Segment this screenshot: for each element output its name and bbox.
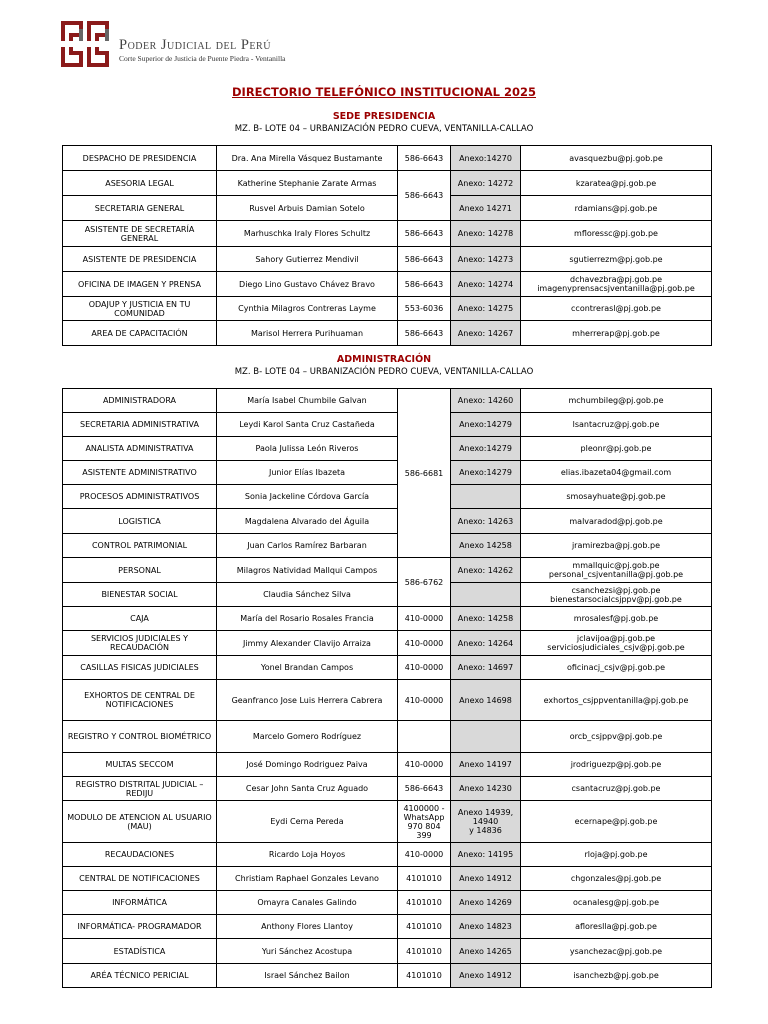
anexo-cell: Anexo: 14195 <box>451 843 521 867</box>
table-row <box>63 171 712 196</box>
phone-cell: 410-0000 <box>398 843 451 867</box>
name-cell: Yonel Brandan Campos <box>217 656 398 680</box>
table-row <box>63 607 712 631</box>
email-cell[interactable]: jramirezba@pj.gob.pe <box>521 534 712 558</box>
table-row <box>63 939 712 964</box>
table-row <box>63 146 712 171</box>
anexo-cell: Anexo: 14274 <box>451 272 521 297</box>
name-cell: Katherine Stephanie Zarate Armas <box>217 171 398 196</box>
area-cell: SERVICIOS JUDICIALES Y RECAUDACIÓN <box>63 631 217 656</box>
area-cell: RECAUDACIONES <box>63 843 217 867</box>
phone-cell <box>398 721 451 753</box>
phone-cell: 553-6036 <box>398 297 451 321</box>
email-cell[interactable]: mrosalesf@pj.gob.pe <box>521 607 712 631</box>
table-row <box>63 867 712 891</box>
name-cell: Eydi Cerna Pereda <box>217 801 398 843</box>
name-cell: Milagros Natividad Mallqui Campos <box>217 558 398 583</box>
anexo-cell: Anexo: 14263 <box>451 509 521 534</box>
section-title-presidencia: SEDE PRESIDENCIA <box>332 111 436 122</box>
name-cell: Leydi Karol Santa Cruz Castañeda <box>217 413 398 437</box>
table-row <box>63 964 712 988</box>
area-cell: PERSONAL <box>63 558 217 583</box>
anexo-cell <box>451 721 521 753</box>
phone-cell: 586-6762 <box>398 558 451 607</box>
brand-block <box>119 37 286 63</box>
table-row <box>63 297 712 321</box>
anexo-cell: Anexo: 14258 <box>451 607 521 631</box>
table-row <box>63 583 712 607</box>
phone-cell: 586-6643 <box>398 272 451 297</box>
email-cell[interactable]: csanchezsi@pj.gob.pe bienestarsocialcsjppv@pj.gob.pe <box>521 583 712 607</box>
anexo-cell: Anexo 14271 <box>451 196 521 221</box>
email-cell[interactable]: dchavezbra@pj.gob.pe imagenyprensacsjventanilla@pj.gob.pe <box>521 272 712 297</box>
table-row <box>63 389 712 413</box>
phone-cell: 4101010 <box>398 915 451 939</box>
name-cell: Yuri Sánchez Acostupa <box>217 939 398 964</box>
area-cell: REGISTRO Y CONTROL BIOMÉTRICO <box>63 721 217 753</box>
name-cell: Claudia Sánchez Silva <box>217 583 398 607</box>
table-row <box>63 437 712 461</box>
name-cell: Diego Lino Gustavo Chávez Bravo <box>217 272 398 297</box>
name-cell: Cynthia Milagros Contreras Layme <box>217 297 398 321</box>
email-cell[interactable]: kzaratea@pj.gob.pe <box>521 171 712 196</box>
area-cell: CONTROL PATRIMONIAL <box>63 534 217 558</box>
phone-cell: 4101010 <box>398 939 451 964</box>
area-cell: PROCESOS ADMINISTRATIVOS <box>63 485 217 509</box>
table-row <box>63 461 712 485</box>
anexo-cell: Anexo: 14275 <box>451 297 521 321</box>
phone-cell: 410-0000 <box>398 631 451 656</box>
email-cell[interactable]: csantacruz@pj.gob.pe <box>521 777 712 801</box>
table-row <box>63 196 712 221</box>
anexo-cell: Anexo 14197 <box>451 753 521 777</box>
phone-cell: 4101010 <box>398 867 451 891</box>
anexo-cell: Anexo 14939, 14940 y 14836 <box>451 801 521 843</box>
name-cell: Sahory Gutierrez Mendivil <box>217 247 398 272</box>
section-title-administracion: ADMINISTRACIÓN <box>336 354 432 365</box>
table-row <box>63 721 712 753</box>
table-row <box>63 891 712 915</box>
area-cell: AREA DE CAPACITACIÓN <box>63 321 217 346</box>
email-cell[interactable]: elias.ibazeta04@gmail.com <box>521 461 712 485</box>
name-cell: Juan Carlos Ramírez Barbaran <box>217 534 398 558</box>
area-cell: ASISTENTE DE PRESIDENCIA <box>63 247 217 272</box>
name-cell: Christiam Raphael Gonzales Levano <box>217 867 398 891</box>
area-cell: MODULO DE ATENCION AL USUARIO (MAU) <box>63 801 217 843</box>
table-row <box>63 221 712 247</box>
email-cell[interactable]: avasquezbu@pj.gob.pe <box>521 146 712 171</box>
area-cell: EXHORTOS DE CENTRAL DE NOTIFICACIONES <box>63 680 217 721</box>
anexo-cell: Anexo:14279 <box>451 437 521 461</box>
phone-cell: 586-6643 <box>398 146 451 171</box>
area-cell: ESTADÍSTICA <box>63 939 217 964</box>
email-cell[interactable]: ocanalesg@pj.gob.pe <box>521 891 712 915</box>
area-cell: DESPACHO DE PRESIDENCIA <box>63 146 217 171</box>
anexo-cell: Anexo 14912 <box>451 867 521 891</box>
table-row <box>63 272 712 297</box>
table-row <box>63 915 712 939</box>
area-cell: LOGISTICA <box>63 509 217 534</box>
anexo-cell: Anexo:14270 <box>451 146 521 171</box>
area-cell: SECRETARIA GENERAL <box>63 196 217 221</box>
anexo-cell: Anexo 14258 <box>451 534 521 558</box>
email-cell[interactable]: oficinacj_csjv@pj.gob.pe <box>521 656 712 680</box>
phone-cell: 586-6643 <box>398 777 451 801</box>
table-row <box>63 534 712 558</box>
name-cell: Junior Elías Ibazeta <box>217 461 398 485</box>
anexo-cell: Anexo 14823 <box>451 915 521 939</box>
email-cell[interactable]: ecernape@pj.gob.pe <box>521 801 712 843</box>
email-cell[interactable]: malvaradod@pj.gob.pe <box>521 509 712 534</box>
area-cell: INFORMÁTICA- PROGRAMADOR <box>63 915 217 939</box>
phone-cell: 4101010 <box>398 891 451 915</box>
name-cell: Anthony Flores Llantoy <box>217 915 398 939</box>
phone-cell: 4101010 <box>398 964 451 988</box>
table-row <box>63 485 712 509</box>
phone-cell: 410-0000 <box>398 656 451 680</box>
area-cell: MULTAS SECCOM <box>63 753 217 777</box>
name-cell: Paola Julissa León Riveros <box>217 437 398 461</box>
name-cell: Rusvel Arbuis Damian Sotelo <box>217 196 398 221</box>
table-row <box>63 413 712 437</box>
anexo-cell: Anexo:14279 <box>451 413 521 437</box>
anexo-cell: Anexo: 14264 <box>451 631 521 656</box>
email-cell[interactable]: isanchezb@pj.gob.pe <box>521 964 712 988</box>
email-cell[interactable]: lsantacruz@pj.gob.pe <box>521 413 712 437</box>
email-cell[interactable]: afloreslla@pj.gob.pe <box>521 915 712 939</box>
email-cell[interactable]: ysanchezac@pj.gob.pe <box>521 939 712 964</box>
name-cell: Ricardo Loja Hoyos <box>217 843 398 867</box>
phone-cell: 410-0000 <box>398 607 451 631</box>
area-cell: OFICINA DE IMAGEN Y PRENSA <box>63 272 217 297</box>
anexo-cell: Anexo 14265 <box>451 939 521 964</box>
email-cell[interactable]: orcb_csjppv@pj.gob.pe <box>521 721 712 753</box>
poder-judicial-logo-icon <box>60 19 112 69</box>
area-cell: CENTRAL DE NOTIFICACIONES <box>63 867 217 891</box>
anexo-cell: Anexo 14269 <box>451 891 521 915</box>
name-cell: Dra. Ana Mirella Vásquez Bustamante <box>217 146 398 171</box>
anexo-cell: Anexo 14698 <box>451 680 521 721</box>
email-cell[interactable]: rloja@pj.gob.pe <box>521 843 712 867</box>
name-cell: Geanfranco Jose Luis Herrera Cabrera <box>217 680 398 721</box>
name-cell: Cesar John Santa Cruz Aguado <box>217 777 398 801</box>
name-cell: María Isabel Chumbile Galvan <box>217 389 398 413</box>
section-address-administracion: MZ. B- LOTE 04 – URBANIZACIÓN PEDRO CUEVA, VENTANILLA-CALLAO <box>234 367 534 377</box>
area-cell: SECRETARIA ADMINISTRATIVA <box>63 413 217 437</box>
name-cell: Marisol Herrera Purihuaman <box>217 321 398 346</box>
area-cell: ODAJUP Y JUSTICIA EN TU COMUNIDAD <box>63 297 217 321</box>
area-cell: CASILLAS FISICAS JUDICIALES <box>63 656 217 680</box>
area-cell: ANALISTA ADMINISTRATIVA <box>63 437 217 461</box>
area-cell: ARÉA TÉCNICO PERICIAL <box>63 964 217 988</box>
table-row <box>63 843 712 867</box>
name-cell: José Domingo Rodriguez Paiva <box>217 753 398 777</box>
area-cell: INFORMÁTICA <box>63 891 217 915</box>
table-row <box>63 680 712 721</box>
anexo-cell: Anexo: 14278 <box>451 221 521 247</box>
anexo-cell: Anexo:14279 <box>451 461 521 485</box>
area-cell: ASISTENTE ADMINISTRATIVO <box>63 461 217 485</box>
name-cell: Israel Sánchez Bailon <box>217 964 398 988</box>
anexo-cell <box>451 583 521 607</box>
area-cell: ASISTENTE DE SECRETARÍA GENERAL <box>63 221 217 247</box>
page-title: DIRECTORIO TELEFÓNICO INSTITUCIONAL 2025 <box>232 85 536 99</box>
email-cell[interactable]: smosayhuate@pj.gob.pe <box>521 485 712 509</box>
org-name: Poder Judicial del Perú <box>119 37 271 53</box>
email-cell[interactable]: mmallquic@pj.gob.pe personal_csjventanilla@pj.gob.pe <box>521 558 712 583</box>
anexo-cell: Anexo 14912 <box>451 964 521 988</box>
area-cell: ADMINISTRADORA <box>63 389 217 413</box>
anexo-cell <box>451 485 521 509</box>
name-cell: Magdalena Alvarado del Águila <box>217 509 398 534</box>
phone-cell: 586-6643 <box>398 171 451 221</box>
table-row <box>63 656 712 680</box>
email-cell[interactable]: exhortos_csjppventanilla@pj.gob.pe <box>521 680 712 721</box>
area-cell: REGISTRO DISTRITAL JUDICIAL – REDIJU <box>63 777 217 801</box>
table-row <box>63 247 712 272</box>
org-subtitle: Corte Superior de Justicia de Puente Piedra - Ventanilla <box>119 54 286 63</box>
anexo-cell: Anexo: 14262 <box>451 558 521 583</box>
name-cell: Omayra Canales Galindo <box>217 891 398 915</box>
email-cell[interactable]: jclavijoa@pj.gob.pe serviciosjudiciales_csjv@pj.gob.pe <box>521 631 712 656</box>
anexo-cell: Anexo: 14260 <box>451 389 521 413</box>
name-cell: Jimmy Alexander Clavijo Arraiza <box>217 631 398 656</box>
section-address-presidencia: MZ. B- LOTE 04 – URBANIZACIÓN PEDRO CUEVA, VENTANILLA-CALLAO <box>234 124 534 134</box>
email-cell[interactable]: chgonzales@pj.gob.pe <box>521 867 712 891</box>
email-cell[interactable]: sgutierrezm@pj.gob.pe <box>521 247 712 272</box>
anexo-cell: Anexo: 14273 <box>451 247 521 272</box>
area-cell: BIENESTAR SOCIAL <box>63 583 217 607</box>
directory-table-administracion <box>62 388 712 988</box>
email-cell[interactable]: pleonr@pj.gob.pe <box>521 437 712 461</box>
anexo-cell: Anexo 14230 <box>451 777 521 801</box>
email-cell[interactable]: jrodriguezp@pj.gob.pe <box>521 753 712 777</box>
anexo-cell: Anexo: 14272 <box>451 171 521 196</box>
area-cell: ASESORIA LEGAL <box>63 171 217 196</box>
phone-cell: 586-6643 <box>398 321 451 346</box>
table-row <box>63 321 712 346</box>
email-cell[interactable]: rdamians@pj.gob.pe <box>521 196 712 221</box>
phone-cell: 586-6643 <box>398 247 451 272</box>
name-cell: Sonia Jackeline Córdova García <box>217 485 398 509</box>
phone-cell: 410-0000 <box>398 680 451 721</box>
phone-cell: 586-6681 <box>398 389 451 558</box>
name-cell: Marcelo Gomero Rodríguez <box>217 721 398 753</box>
table-row <box>63 631 712 656</box>
email-cell[interactable]: mfloressc@pj.gob.pe <box>521 221 712 247</box>
phone-cell: 410-0000 <box>398 753 451 777</box>
table-row <box>63 753 712 777</box>
table-row <box>63 558 712 583</box>
email-cell[interactable]: mherrerap@pj.gob.pe <box>521 321 712 346</box>
name-cell: María del Rosario Rosales Francia <box>217 607 398 631</box>
phone-cell: 586-6643 <box>398 221 451 247</box>
email-cell[interactable]: mchumbileg@pj.gob.pe <box>521 389 712 413</box>
table-row <box>63 777 712 801</box>
anexo-cell: Anexo: 14267 <box>451 321 521 346</box>
phone-cell: 4100000 - WhatsApp 970 804 399 <box>398 801 451 843</box>
table-row <box>63 509 712 534</box>
anexo-cell: Anexo: 14697 <box>451 656 521 680</box>
name-cell: Marhuschka Iraly Flores Schultz <box>217 221 398 247</box>
directory-table-presidencia <box>62 145 712 346</box>
table-row <box>63 801 712 843</box>
email-cell[interactable]: ccontrerasl@pj.gob.pe <box>521 297 712 321</box>
area-cell: CAJA <box>63 607 217 631</box>
